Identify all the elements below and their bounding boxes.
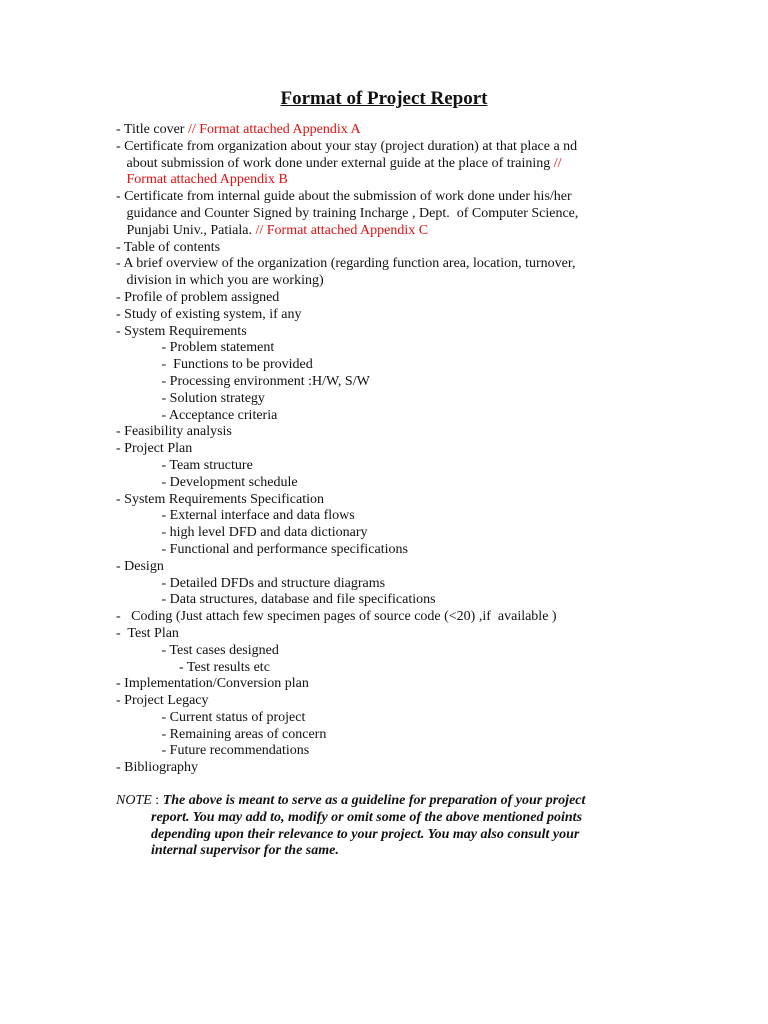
list-item [116,156,656,173]
list-item [116,676,656,693]
list-item-text: - Feasibility analysis [116,424,232,440]
list-item [116,307,656,324]
list-item [116,576,656,593]
list-item [116,139,656,156]
list-item-text: about submission of work done under external guide at the place of training [116,155,554,171]
list-item [116,743,656,760]
list-item-text: - Study of existing system, if any [116,306,302,322]
list-item-text: - Solution strategy [116,390,265,406]
list-item [116,273,656,290]
list-item-text: - Functional and performance specifications [116,541,408,557]
list-item [116,458,656,475]
list-item [116,424,656,441]
list-item [116,492,656,509]
list-item-text: - Coding (Just attach few specimen pages of source code (<20) ,if available ) [116,609,557,625]
list-item-text: - Profile of problem assigned [116,289,280,305]
note-paragraph [116,793,656,860]
list-item [116,760,656,777]
list-item-text: - Certificate from organization about your stay (project duration) at that place a nd [116,138,578,154]
report-format-list [116,122,656,777]
list-item-text: - Test results etc [116,659,270,675]
list-item-text: - Bibliography [116,760,199,776]
note-line-1 [116,793,656,810]
list-item-text: - Current status of project [116,709,306,725]
list-item [116,290,656,307]
list-item [116,391,656,408]
list-item [116,206,656,223]
list-item [116,626,656,643]
appendix-reference: // [553,155,562,171]
list-item-text: division in which you are working) [116,273,324,289]
list-item-text: - Future recommendations [116,743,310,759]
note-text: The above is meant to serve as a guideline for preparation of your project [162,793,586,808]
list-item-text: - Development schedule [116,474,298,490]
page-title: Format of Project Report [280,88,488,109]
list-item-text: - System Requirements [116,323,247,339]
list-item-text: - Test cases designed [116,642,279,658]
list-item [116,609,656,626]
list-item [116,172,656,189]
list-item-text: - Remaining areas of concern [116,726,327,742]
appendix-reference: Format attached Appendix B [116,172,288,188]
list-item [116,508,656,525]
list-item-text: guidance and Counter Signed by training Incharge , Dept. of Computer Science, [116,205,579,221]
list-item-text: - System Requirements Specification [116,491,325,507]
list-item-text: - Table of contents [116,239,221,255]
list-item [116,374,656,391]
list-item-text: - Problem statement [116,340,275,356]
list-item-text: - Implementation/Conversion plan [116,676,309,692]
list-item-text: - Detailed DFDs and structure diagrams [116,575,386,591]
list-item [116,710,656,727]
list-item-text: - high level DFD and data dictionary [116,525,368,541]
list-item [116,240,656,257]
list-item-text: - Project Legacy [116,693,209,709]
list-item [116,525,656,542]
list-item [116,256,656,273]
list-item [116,441,656,458]
list-item-text: - Data structures, database and file specifications [116,592,436,608]
list-item [116,408,656,425]
list-item [116,592,656,609]
list-item-text: - Title cover [116,122,188,137]
list-item [116,340,656,357]
list-item-text: - Acceptance criteria [116,407,278,423]
list-item [116,189,656,206]
list-item [116,542,656,559]
list-item-text: - Processing environment :H/W, S/W [116,373,370,389]
list-item [116,357,656,374]
appendix-reference: // Format attached Appendix A [187,122,361,137]
note-line-3: depending upon their relevance to your project. You may also consult your [116,826,580,842]
list-item-text: - Team structure [116,457,253,473]
list-item-text: - Project Plan [116,441,193,457]
note-line-4: internal supervisor for the same. [116,843,339,859]
list-item-text: - Test Plan [116,625,179,641]
list-item [116,223,656,240]
list-item [116,693,656,710]
list-item-text: - Certificate from internal guide about the submission of work done under his/her [116,189,572,205]
list-item-text: Punjabi Univ., Patiala. [116,222,256,238]
note-separator: : [151,793,163,808]
note-label: NOTE [116,793,152,808]
list-item [116,122,656,139]
list-item [116,660,656,677]
list-item [116,475,656,492]
list-item [116,559,656,576]
note-line-2: report. You may add to, modify or omit some of the above mentioned points [116,809,583,825]
list-item [116,727,656,744]
list-item-text: - A brief overview of the organization (regarding function area, location, turnover, [116,256,576,272]
list-item-text: - Functions to be provided [116,357,313,373]
list-item [116,324,656,341]
list-item-text: - Design [116,558,164,574]
list-item-text: - External interface and data flows [116,508,355,524]
appendix-reference: // Format attached Appendix C [255,222,429,238]
list-item [116,643,656,660]
